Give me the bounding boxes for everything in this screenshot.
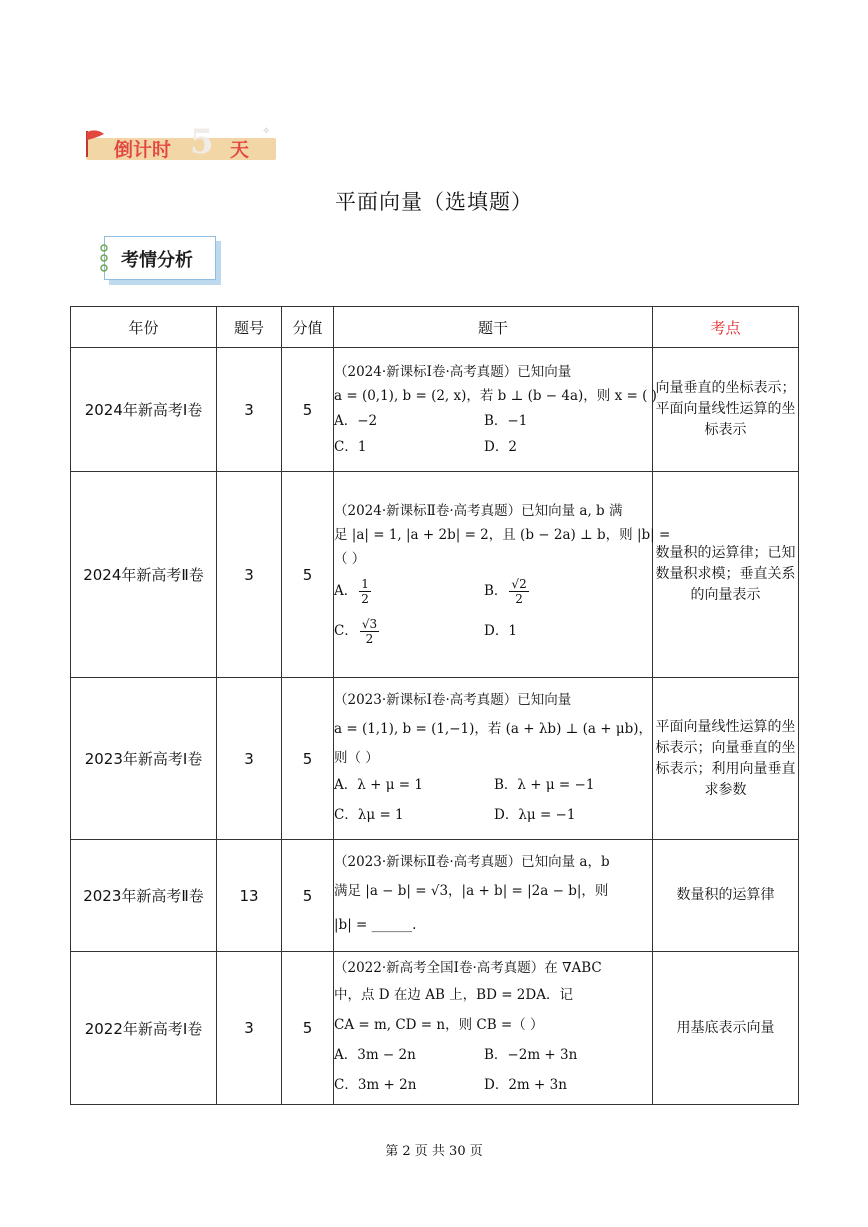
row-score: 5 (282, 952, 334, 1105)
row-number: 3 (217, 952, 282, 1105)
header-knowledge-point: 考点 (653, 307, 799, 348)
fraction (359, 577, 371, 606)
option-row (334, 434, 652, 460)
option-row (334, 800, 652, 830)
option-c-label: C． (334, 622, 358, 639)
header-score: 分值 (282, 307, 334, 348)
row-year: 2023年新高考Ⅰ卷 (71, 678, 217, 840)
row-knowledge-point: 向量垂直的坐标表示；平面向量线性运算的坐标表示 (653, 348, 799, 472)
option-a (334, 571, 484, 611)
row-year: 2022年新高考Ⅰ卷 (71, 952, 217, 1105)
option-b: B．−1 (484, 412, 528, 429)
table-row (71, 840, 799, 952)
row-score: 5 (282, 678, 334, 840)
fraction (360, 617, 379, 646)
row-number: 3 (217, 348, 282, 472)
countdown-prefix: 倒计时 (114, 139, 172, 161)
table-row (71, 678, 799, 840)
option-b: B．λ + μ = −1 (494, 776, 595, 793)
stem-line: （2024·新课标Ⅰ卷·高考真题）已知向量 (334, 363, 572, 380)
option-b-label: B． (484, 582, 508, 599)
option-c: C．3m + 2n (334, 1077, 417, 1093)
option-d: D．λμ = −1 (494, 806, 576, 823)
row-knowledge-point: 平面向量线性运算的坐标表示；向量垂直的坐标表示；利用向量垂直求参数 (653, 678, 799, 840)
table-row (71, 348, 799, 472)
row-knowledge-point: 用基底表示向量 (653, 952, 799, 1105)
stem-line: （2023·新课标Ⅱ卷·高考真题）已知向量 a，b (334, 853, 610, 870)
binder-rings-icon (99, 244, 109, 272)
flag-icon (82, 128, 106, 158)
countdown-number: 5 (190, 122, 214, 162)
fraction-numerator: 1 (361, 576, 369, 591)
stem-line: （2023·新课标Ⅰ卷·高考真题）已知向量 (334, 691, 572, 708)
countdown-banner (82, 124, 276, 162)
option-a: A．−2 (334, 412, 378, 429)
table-row (71, 952, 799, 1105)
option-row (334, 770, 652, 800)
option-row (334, 611, 652, 651)
table-row (71, 472, 799, 678)
stem-line: CA = m, CD = n，则 CB =（ ） (334, 1017, 544, 1033)
header-year: 年份 (71, 307, 217, 348)
row-score: 5 (282, 348, 334, 472)
option-b (484, 571, 634, 611)
row-stem (334, 472, 671, 678)
section-label: 考情分析 (121, 250, 193, 271)
option-a-label: A． (334, 582, 358, 599)
row-knowledge-point: 数量积的运算律 (653, 840, 799, 952)
row-stem (334, 952, 653, 1105)
fraction-denominator: 2 (365, 631, 374, 646)
row-stem (334, 678, 653, 840)
stem-line: （2024·新课标Ⅱ卷·高考真题）已知向量 a, b 满 (334, 502, 623, 519)
table-header-row (71, 307, 799, 348)
row-knowledge-point: 数量积的运算律；已知数量积求模；垂直关系的向量表示 (653, 472, 799, 678)
row-stem (334, 840, 653, 952)
row-number: 13 (217, 840, 282, 952)
row-score: 5 (282, 472, 334, 678)
stem-line: （ ） (334, 550, 366, 567)
page-title: 平面向量（选填题） (335, 190, 533, 214)
page-footer: 第 2 页 共 30 页 (385, 1144, 483, 1159)
stem-line: a = (1,1), b = (1,−1)，若 (a + λb) ⊥ (a + μb)， (334, 720, 653, 737)
fraction-numerator: √2 (511, 576, 527, 591)
row-stem (334, 348, 657, 472)
option-c (334, 611, 484, 651)
option-row (334, 1070, 652, 1100)
option-b: B．−2m + 3n (484, 1047, 578, 1063)
exam-analysis-table (70, 306, 799, 1105)
row-number: 3 (217, 472, 282, 678)
row-year: 2024年新高考Ⅰ卷 (71, 348, 217, 472)
stem-line: 足 |a| = 1, |a + 2b| = 2，且 (b − 2a) ⊥ b，则 |b| = (334, 526, 671, 543)
section-badge (104, 236, 222, 282)
option-d: D．2m + 3n (484, 1077, 567, 1093)
option-a: A．3m − 2n (334, 1047, 416, 1063)
header-stem: 题干 (334, 307, 653, 348)
stem-line: |b| = ______. (334, 916, 417, 933)
fraction-denominator: 2 (361, 591, 369, 606)
row-number: 3 (217, 678, 282, 840)
fraction-numerator: √3 (361, 616, 378, 631)
stem-line: a = (0,1), b = (2, x)，若 b ⊥ (b − 4a)，则 x = ( ) (334, 387, 657, 404)
fraction (509, 577, 528, 606)
header-number: 题号 (217, 307, 282, 348)
option-row (334, 571, 652, 611)
option-c: C．λμ = 1 (334, 806, 404, 823)
row-score: 5 (282, 840, 334, 952)
stem-line: 满足 |a − b| = √3，|a + b| = |2a − b|，则 (334, 882, 609, 899)
option-c: C．1 (334, 438, 367, 455)
option-a: A．λ + μ = 1 (334, 776, 423, 793)
stem-line: （2022·新高考全国Ⅰ卷·高考真题）在 ∇ABC (334, 960, 602, 976)
row-year: 2024年新高考Ⅱ卷 (71, 472, 217, 678)
countdown-suffix: 天 (230, 139, 250, 161)
option-row (334, 1040, 652, 1070)
option-d: D．2 (484, 438, 517, 455)
stem-line: 则（ ） (334, 749, 379, 766)
stem-line: 中，点 D 在边 AB 上，BD = 2DA．记 (334, 987, 573, 1003)
sparkle-icon: ✧ (262, 126, 271, 137)
option-row (334, 408, 652, 434)
option-d: D．1 (484, 622, 517, 639)
row-year: 2023年新高考Ⅱ卷 (71, 840, 217, 952)
fraction-denominator: 2 (515, 591, 523, 606)
